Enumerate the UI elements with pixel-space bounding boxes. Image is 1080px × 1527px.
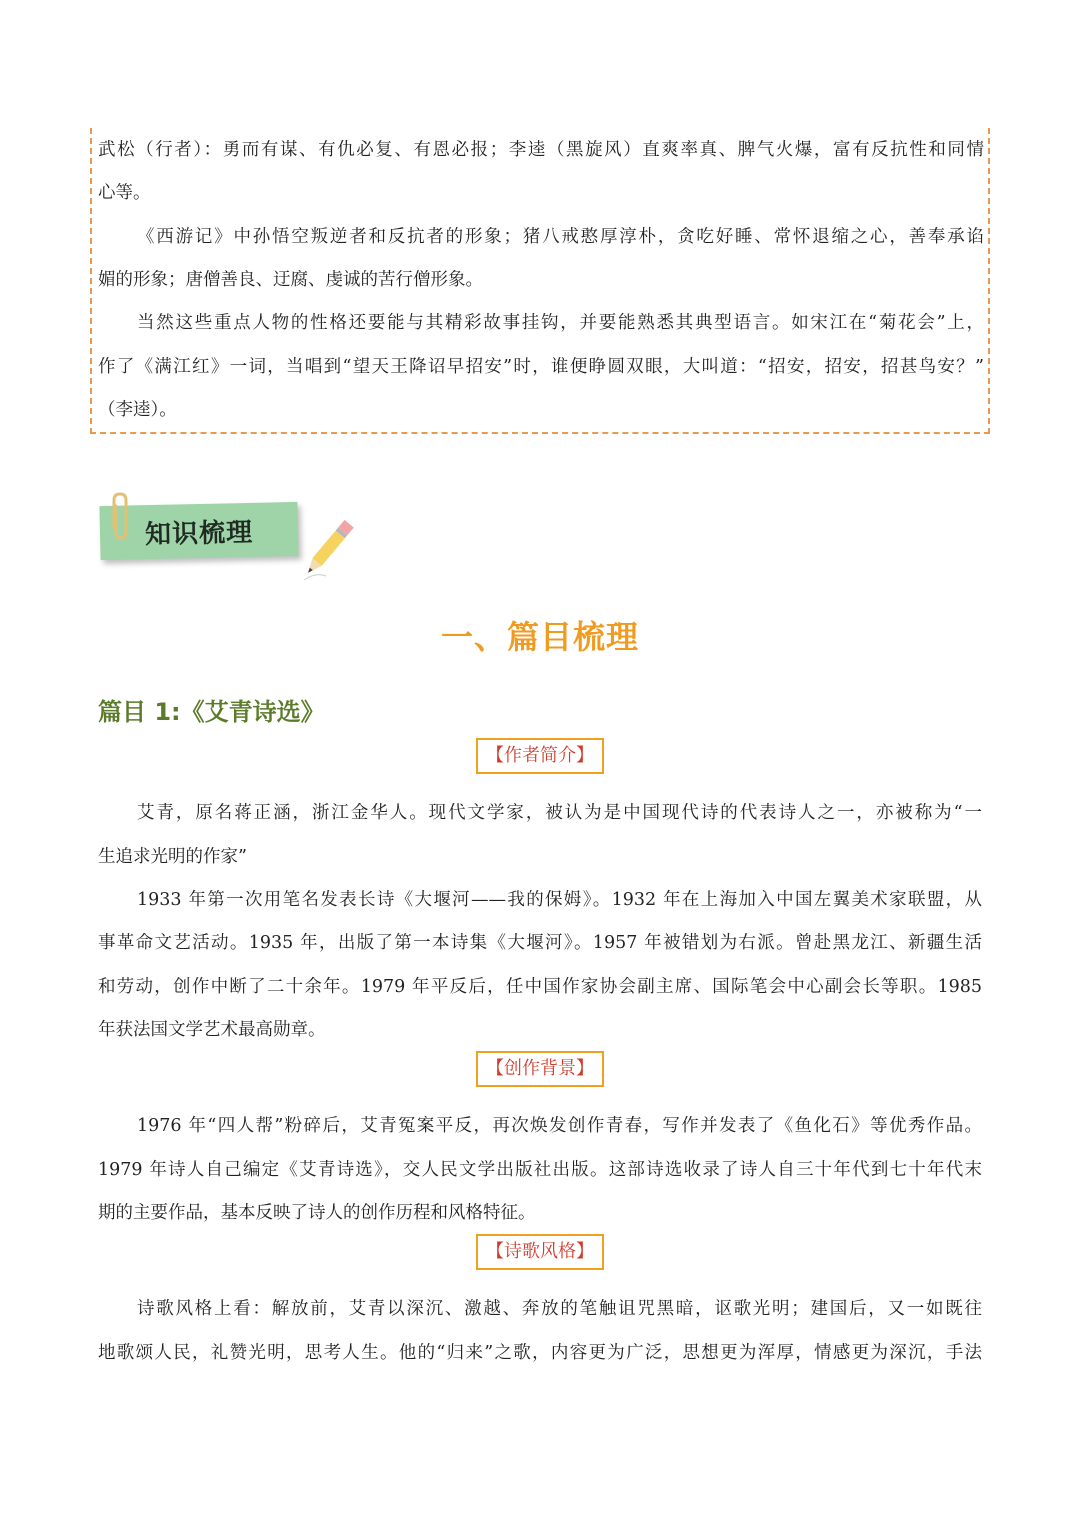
- excerpt-line: 媚的形象；唐僧善良、迂腐、虔诚的苦行僧形象。: [98, 270, 483, 290]
- knowledge-badge: [100, 492, 350, 582]
- excerpt-line: 武松（行者）：勇而有谋、有仇必复、有恩必报；李逵（黑旋风）直爽率真、脾气火爆，富有反抗性和同情: [98, 140, 984, 160]
- excerpt-line: 当然这些重点人物的性格还要能与其精彩故事挂钩，并要能熟悉其典型语言。如宋江在“菊花会”上，: [137, 313, 984, 333]
- badge-label: 知识梳理: [144, 517, 254, 550]
- background-line: 1979 年诗人自己编定《艾青诗选》，交人民文学出版社出版。这部诗选收录了诗人自三十年代到七十年代末: [98, 1160, 982, 1180]
- author-line: 艾青，原名蒋正涵，浙江金华人。现代文学家，被认为是中国现代诗的代表诗人之一，亦被称为“一: [137, 803, 982, 823]
- author-line: 年获法国文学艺术最高勋章。: [98, 1020, 326, 1040]
- background-tag: 【创作背景】: [476, 1051, 604, 1087]
- pencil-icon: [298, 514, 358, 584]
- author-line: 事革命文艺活动。1935 年，出版了第一本诗集《大堰河》。1957 年被错划为右派。曾赴黑龙江、新疆生活: [98, 933, 982, 953]
- background-line: 期的主要作品，基本反映了诗人的创作历程和风格特征。: [98, 1203, 536, 1223]
- article-title: 篇目 1:《艾青诗选》: [98, 698, 325, 726]
- author-line: 生追求光明的作家”: [98, 847, 247, 867]
- section-title: 一、篇目梳理: [440, 618, 639, 656]
- excerpt-line: 《西游记》中孙悟空叛逆者和反抗者的形象；猪八戒憨厚淳朴，贪吃好睡、常怀退缩之心，善奉承谄: [137, 227, 984, 247]
- excerpt-line: 作了《满江红》一词，当唱到“望天王降诏早招安”时，谁便睁圆双眼，大叫道：“招安，招安，招甚鸟安？”: [98, 357, 984, 377]
- excerpt-line: 心等。: [98, 183, 151, 203]
- poetry-style-tag: 【诗歌风格】: [476, 1234, 604, 1270]
- style-line: 地歌颂人民，礼赞光明，思考人生。他的“归来”之歌，内容更为广泛，思想更为浑厚，情感更为深沉，手法: [98, 1343, 982, 1363]
- author-line: 和劳动，创作中断了二十余年。1979 年平反后，任中国作家协会副主席、国际笔会中心副会长等职。1985: [98, 977, 982, 997]
- style-line: 诗歌风格上看：解放前，艾青以深沉、激越、奔放的笔触诅咒黑暗，讴歌光明；建国后，又一如既往: [137, 1299, 982, 1319]
- author-intro-tag: 【作者简介】: [476, 738, 604, 774]
- background-tag-row: [0, 1051, 1080, 1087]
- author-tag-row: [0, 738, 1080, 774]
- style-tag-row: [0, 1234, 1080, 1270]
- excerpt-line: （李逵）。: [98, 400, 177, 420]
- author-line: 1933 年第一次用笔名发表长诗《大堰河——我的保姆》。1932 年在上海加入中国左翼美术家联盟，从: [137, 890, 982, 910]
- background-line: 1976 年“四人帮”粉碎后，艾青冤案平反，再次焕发创作青春，写作并发表了《鱼化石》等优秀作品。: [137, 1116, 982, 1136]
